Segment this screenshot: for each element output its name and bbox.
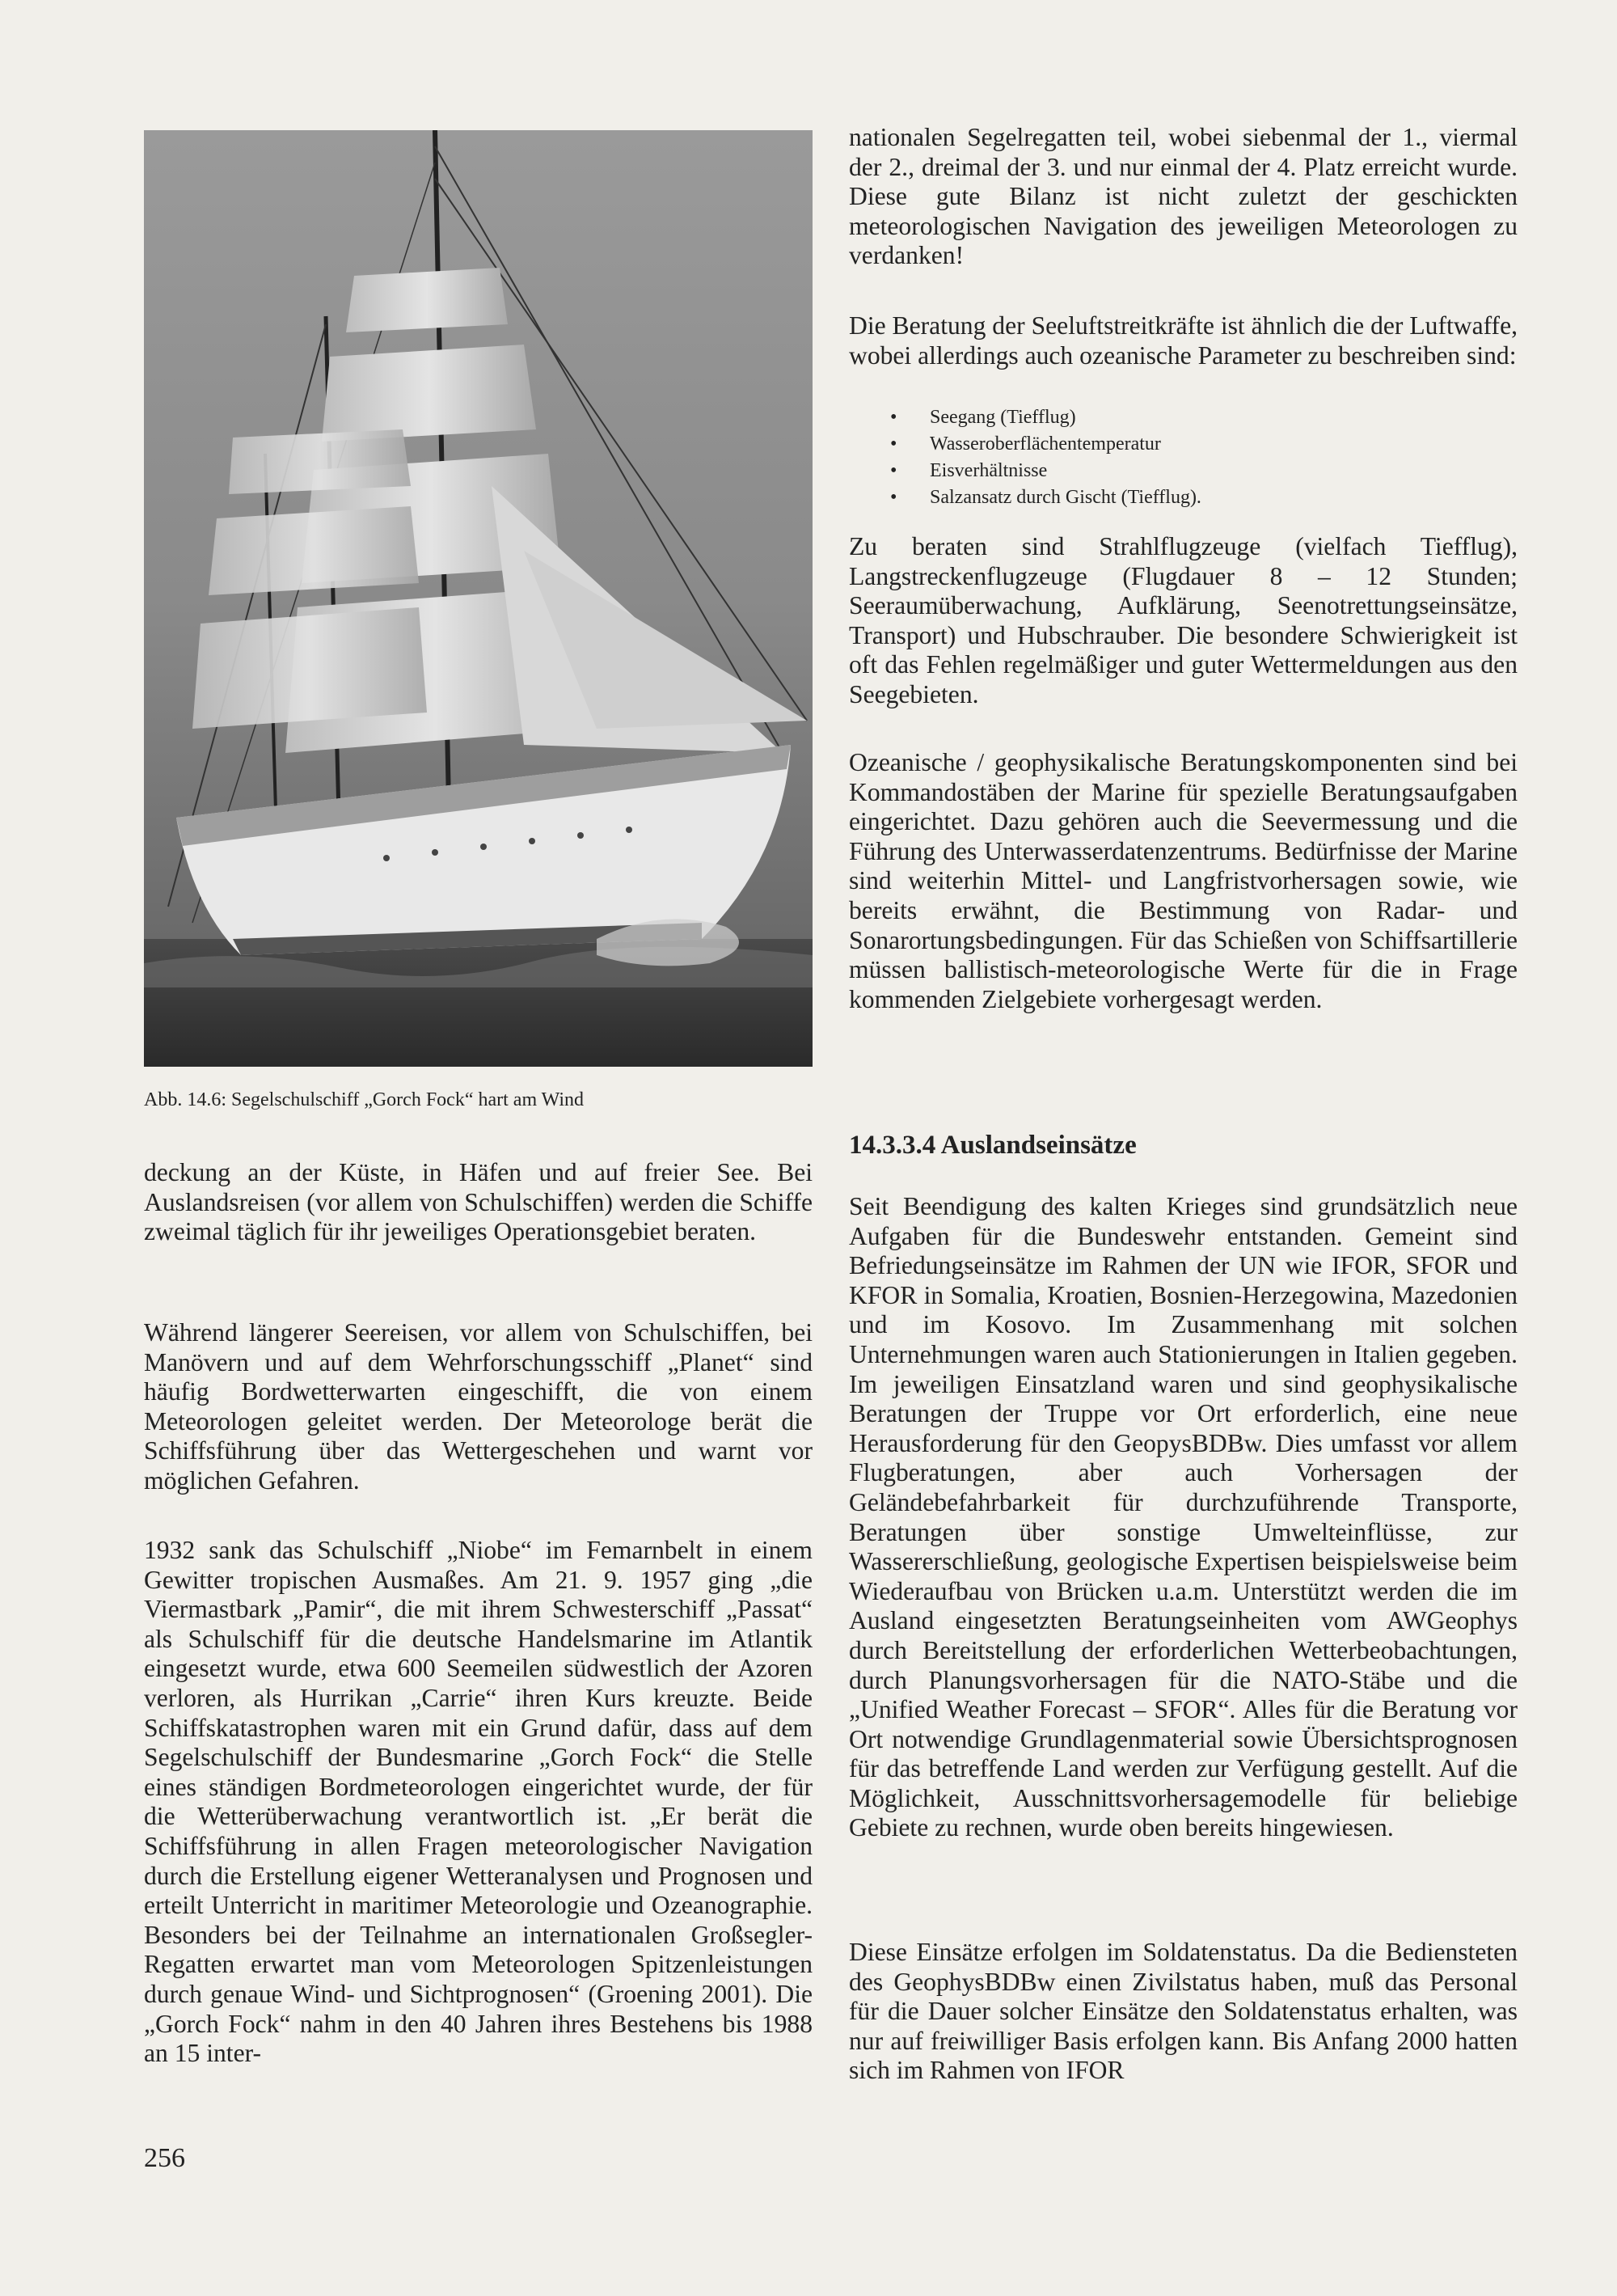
sailing-ship-illustration: [144, 130, 813, 1067]
list-item: • Eisverhältnisse: [849, 458, 1518, 484]
right-paragraph-5: Seit Beendigung des kalten Krieges sind grundsätzlich neue Aufgaben für die Bundeswehr entstanden. Gemeint sind Befriedungseinsätze im Rahmen der UN wie IFOR, SFOR und KFOR in Somalia, Kroatien, Bosnien-Herzegowina, Mazedonien und im Kosovo. Im Zusammenhang mit solchen Unternehmungen waren auch Stationierungen in Italien gegeben. Im jeweiligen Einsatzland waren und sind geophysikalische Beratungen der Truppe vor Ort erforderlich, eine neue Herausforderung für den GeopysBDBw. Dies umfasst vor allem Flugberatungen, aber auch Vorhersagen der Geländebefahrbarkeit für durchzuführende Transporte, Beratungen über sonstige Umwelteinflüsse, zur Wassererschließung, geologische Expertisen beispielsweise beim Wiederaufbau von Brücken u.a.m. Unterstützt werden die im Ausland eingesetzten Beratungseinheiten vom AWGeophys durch Bereitstellung der erforderlichen Wetterbeobachtungen, durch Planungsvorhersagen für die NATO-Stäbe und die „Unified Weather Forecast – SFOR“. Alles für die Beratung vor Ort notwendige Grundlagenmaterial sowie Übersichtsprognosen für das betreffende Land werden zur Verfügung gestellt. Auf die Möglichkeit, Ausschnittsvorhersagemodelle für beliebige Gebiete zu rechnen, wurde oben bereits hingewiesen.: [849, 1192, 1518, 1842]
figure-caption: Abb. 14.6: Segelschulschiff „Gorch Fock“ hart am Wind: [144, 1089, 585, 1110]
section-heading: 14.3.3.4 Auslandseinsätze: [849, 1131, 1137, 1160]
left-paragraph-1: deckung an der Küste, in Häfen und auf freier See. Bei Auslandsreisen (vor allem von Schulschiffen) werden die Schiffe zweimal täglich für ihr jeweiliges Operationsgebiet beraten.: [144, 1158, 813, 1246]
left-paragraph-3: 1932 sank das Schulschiff „Niobe“ im Femarnbelt in einem Gewitter tropischen Ausmaßes. Am 21. 9. 1957 ging „die Viermastbark „Pamir“, die mit ihrem Schwesterschiff „Passat“ als Schulschiff für die deutsche Handelsmarine im Atlantik eingesetzt wurde, etwa 600 Seemeilen südwestlich der Azoren verloren, als Hurrikan „Carrie“ ihren Kurs kreuzte. Beide Schiffskatastrophen waren mit ein Grund dafür, dass auf dem Segelschulschiff der Bundesmarine „Gorch Fock“ die Stelle eines ständigen Bordmeteorologen eingerichtet wurde, der für die Wetterüberwachung verantwortlich ist. „Er berät die Schiffsführung in allen Fragen meteorologischer Navigation durch die Erstellung eigener Wetteranalysen und Prognosen und erteilt Unterricht in maritimer Meteorologie und Ozeanographie. Besonders bei der Teilnahme an internationalen Großsegler-Regatten erwartet man vom Meteorologen Spitzenleistungen durch genaue Wind- und Sichtprognosen“ (Groening 2001). Die „Gorch Fock“ nahm in den 40 Jahren ihres Bestehens bis 1988 an 15 inter-: [144, 1536, 813, 2068]
right-paragraph-1: nationalen Segelregatten teil, wobei siebenmal der 1., viermal der 2., dreimal der 3. und nur einmal der 4. Platz erreicht wurde. Diese gute Bilanz ist nicht zuletzt der geschickten meteorologischen Navigation des jeweiligen Meteorologen zu verdanken!: [849, 123, 1518, 270]
right-paragraph-3: Zu beraten sind Strahlflugzeuge (vielfach Tiefflug), Langstreckenflugzeuge (Flugdauer 8 – 12 Stunden; Seeraumüberwachung, Aufklärung, Seenotrettungseinsätze, Transport) und Hubschrauber. Die besondere Schwierigkeit ist oft das Fehlen regelmäßiger und guter Wettermeldungen aus den Seegebieten.: [849, 532, 1518, 708]
left-paragraph-2: Während längerer Seereisen, vor allem von Schulschiffen, bei Manövern und auf dem Wehrforschungsschiff „Planet“ sind häufig Bordwetterwarten eingeschifft, die von einem Meteorologen geleitet werden. Der Meteorologe berät die Schiffsführung über das Wettergeschehen und warnt vor möglichen Gefahren.: [144, 1318, 813, 1495]
list-item: • Salzansatz durch Gischt (Tiefflug).: [849, 484, 1518, 511]
ocean-parameter-list: [849, 404, 1518, 511]
right-paragraph-4: Ozeanische / geophysikalische Beratungskomponenten sind bei Kommandostäben der Marine für spezielle Beratungsaufgaben eingerichtet. Dazu gehören auch die Seevermessung und die Führung des Unterwasserdatenzentrums. Bedürfnisse der Marine sind weiterhin Mittel- und Langfristvorhersagen sowie, wie bereits erwähnt, die Bestimmung von Radar- und Sonarortungsbedingungen. Für das Schießen von Schiffsartillerie müssen ballistisch-meteorologische Werte für die in Frage kommenden Zielgebiete vorhergesagt werden.: [849, 748, 1518, 1013]
right-paragraph-2: Die Beratung der Seeluftstreitkräfte ist ähnlich die der Luftwaffe, wobei allerdings auch ozeanische Parameter zu beschreiben sind:: [849, 311, 1518, 370]
page-number: 256: [144, 2143, 185, 2173]
ship-photo: [144, 130, 813, 1067]
list-item: • Seegang (Tiefflug): [849, 404, 1518, 431]
list-item: • Wasseroberflächentemperatur: [849, 431, 1518, 458]
right-paragraph-6: Diese Einsätze erfolgen im Soldatenstatus. Da die Bediensteten des GeophysBDBw einen Zivilstatus haben, muß das Personal für die Dauer solcher Einsätze den Soldatenstatus erhalten, was nur auf freiwilliger Basis erfolgen kann. Bis Anfang 2000 hatten sich im Rahmen von IFOR: [849, 1938, 1518, 2085]
